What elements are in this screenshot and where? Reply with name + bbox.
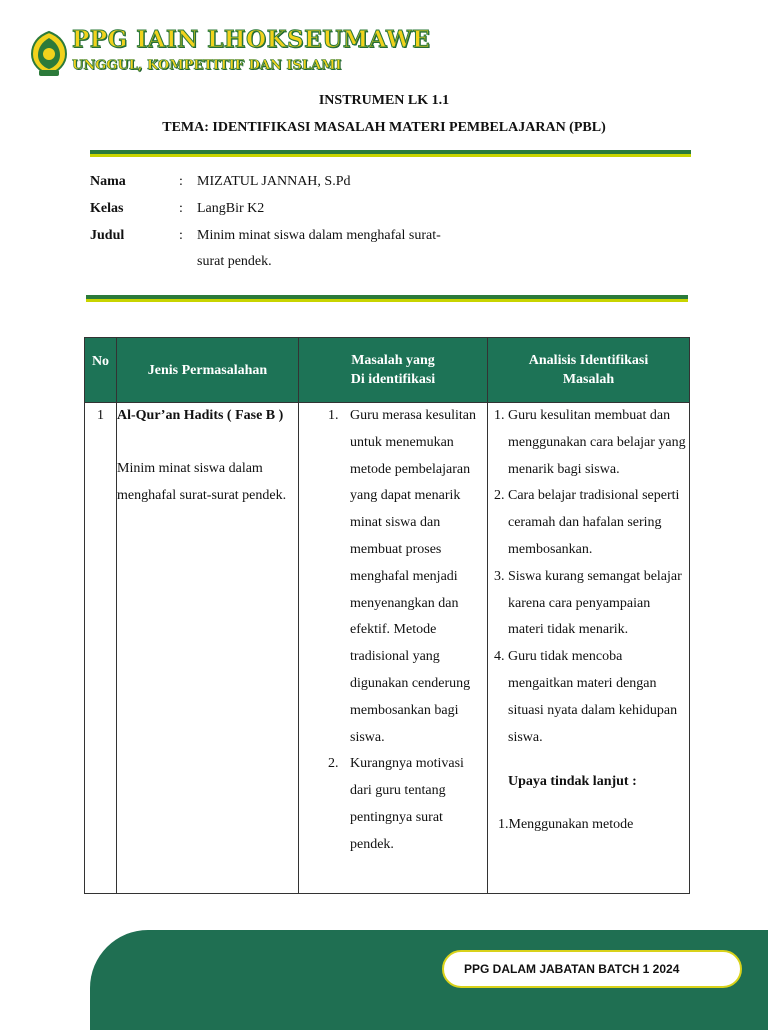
- list-number: 3.: [494, 568, 505, 584]
- info-value: Minim minat siswa dalam menghafal surat-surat pendek.: [197, 228, 441, 269]
- info-value: MIZATUL JANNAH, S.Pd: [197, 174, 351, 189]
- cell-jenis: [117, 403, 299, 894]
- list-text: Guru kesulitan membuat dan menggunakan cara belajar yang menarik bagi siswa.: [508, 408, 686, 477]
- brand-subtitle: UNGGUL, KOMPETITIF DAN ISLAMI: [72, 58, 342, 73]
- list-item: [488, 564, 689, 644]
- list-item: [299, 751, 487, 858]
- footer-label: PPG DALAM JABATAN BATCH 1 2024: [464, 962, 680, 976]
- cell-no: 1: [85, 403, 117, 894]
- brand-title: PPG IAIN LHOKSEUMAWE: [72, 26, 431, 53]
- table-header-row: [85, 338, 690, 403]
- divider-top: [90, 150, 691, 157]
- info-colon: :: [179, 228, 183, 243]
- letterhead: [28, 24, 431, 82]
- cell-masalah: [299, 403, 488, 894]
- info-colon: :: [179, 201, 183, 216]
- header-no: No: [85, 338, 117, 403]
- list-number: 2.: [494, 488, 505, 504]
- list-text: Guru merasa kesulitan untuk menemukan metode pembelajaran yang dapat menarik minat siswa dan membuat proses menghafal menjadi menyenangkan dan efektif. Metode tradisional yang digunakan cenderung membosankan bagi siswa.: [350, 408, 476, 745]
- list-item: [299, 403, 487, 751]
- table-row: [85, 403, 690, 894]
- list-text: Siswa kurang semangat belajar karena cara penyampaian materi tidak menarik.: [508, 568, 682, 638]
- list-number: 1.: [494, 408, 505, 423]
- document-title: INSTRUMEN LK 1.1: [318, 93, 450, 108]
- upaya-first-item: 1.Menggunakan metode: [498, 817, 634, 833]
- problem-table: [84, 337, 690, 894]
- analisis-list: [488, 403, 689, 751]
- header-jenis: Jenis Permasalahan: [117, 338, 299, 403]
- jenis-title: Al-Qur’an Hadits ( Fase B ): [117, 408, 284, 423]
- list-item: [488, 483, 689, 563]
- list-text: Kurangnya motivasi dari guru tentang pentingnya surat pendek.: [350, 756, 464, 852]
- jenis-description: Minim minat siswa dalam menghafal surat-surat pendek.: [117, 460, 287, 503]
- list-text: Cara belajar tradisional seperti ceramah dan hafalan sering membosankan.: [508, 488, 680, 557]
- list-number: 2.: [328, 756, 339, 772]
- masalah-list: [299, 403, 487, 859]
- info-colon: :: [179, 174, 183, 189]
- info-label: Nama: [90, 174, 126, 189]
- document-theme: TEMA: IDENTIFIKASI MASALAH MATERI PEMBELAJARAN (PBL): [162, 120, 606, 135]
- cell-analisis: [488, 403, 690, 894]
- list-text: Guru tidak mencoba mengaitkan materi dengan situasi nyata dalam kehidupan siswa.: [508, 649, 678, 745]
- header-analisis: Analisis Identifikasi Masalah: [488, 338, 690, 403]
- divider-bottom: [86, 295, 688, 302]
- list-item: [488, 403, 689, 483]
- info-label: Kelas: [90, 201, 124, 216]
- list-item: [488, 644, 689, 751]
- list-number: 1.: [328, 408, 339, 423]
- info-value: LangBir K2: [197, 201, 265, 216]
- list-number: 4.: [494, 649, 505, 665]
- footer-badge: [442, 950, 742, 988]
- header-masalah: Masalah yang Di identifikasi: [299, 338, 488, 403]
- iain-lhokseumawe-emblem-icon: [28, 28, 70, 78]
- info-label: Judul: [90, 228, 125, 243]
- upaya-title: Upaya tindak lanjut :: [508, 774, 637, 790]
